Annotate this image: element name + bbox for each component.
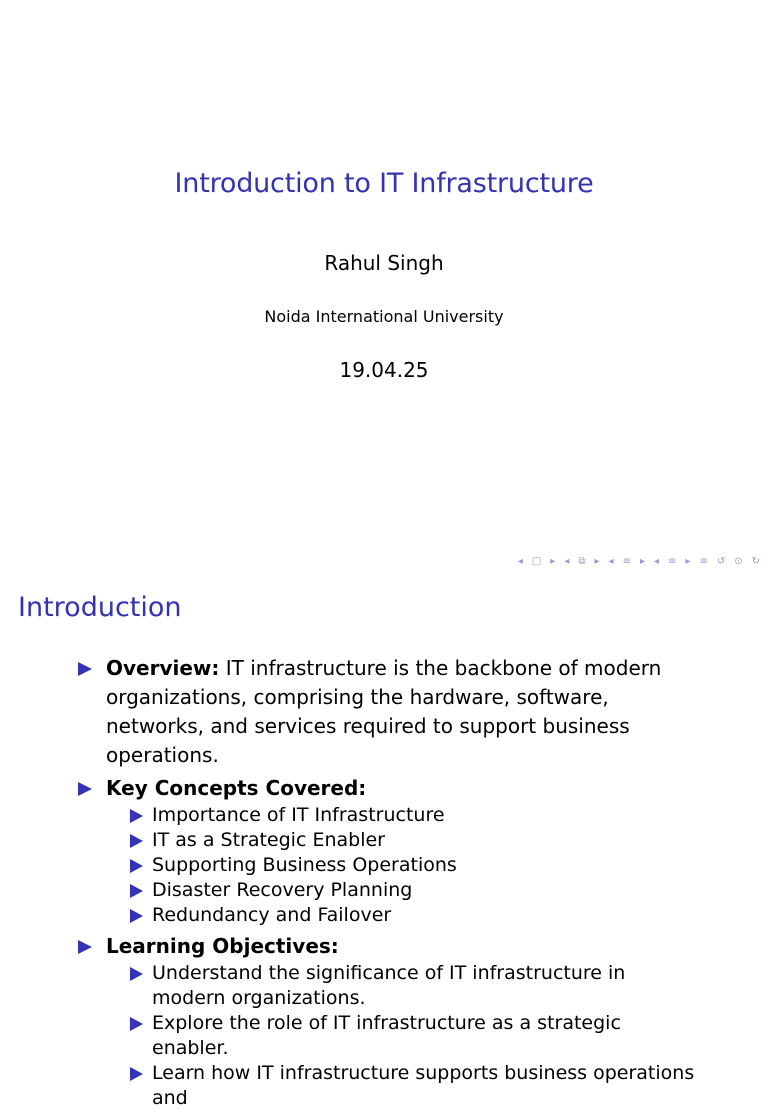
nav-frame-icon[interactable]: ⧉ [578,556,586,567]
introduction-slide [0,576,768,1109]
main-bullet-list [78,654,698,1115]
key-concepts-list [106,803,698,928]
list-item-text: Supporting Business Operations [152,854,457,876]
list-item-text: Disaster Recovery Planning [152,879,413,901]
list-item-overview [78,654,698,770]
nav-subsection-icon[interactable]: ≡ [622,556,631,567]
triangle-bullet-icon [130,967,143,981]
overview-label: Overview: [106,656,220,680]
triangle-bullet-icon [130,1017,143,1031]
presentation-date: 19.04.25 [339,358,429,382]
author-name: Rahul Singh [324,251,444,275]
nav-next-slide-icon[interactable]: ▸ [550,556,556,567]
triangle-bullet-icon [130,909,143,923]
nav-next-subsection-icon[interactable]: ▸ [639,556,645,567]
list-item [106,878,698,903]
nav-prev-frame-icon[interactable]: ◂ [564,556,570,567]
triangle-bullet-icon [130,884,143,898]
nav-forward-icon[interactable]: ↻ [751,556,760,567]
list-item-text: Explore the role of IT infrastructure as a strategic enabler. [152,1012,621,1059]
nav-prev-section-icon[interactable]: ◂ [653,556,660,567]
list-item-text: Redundancy and Failover [152,904,392,926]
list-item [106,961,698,1011]
list-item-text: Importance of IT Infrastructure [152,804,445,826]
frame-title: Introduction [18,592,182,623]
triangle-bullet-icon [78,662,92,676]
nav-next-section-icon[interactable]: ▸ [685,556,691,567]
nav-next-frame-icon[interactable]: ▸ [594,556,600,567]
nav-slide-icon[interactable]: □ [531,556,542,567]
nav-prev-subsection-icon[interactable]: ◂ [608,556,614,567]
list-item [106,903,698,928]
list-item-text: Learn how IT infrastructure supports business operations and [152,1062,695,1109]
list-item [106,1061,698,1111]
institute-name: Noida International University [264,307,504,326]
overview-text: IT infrastructure is the backbone of modern organizations, comprising the hardware, software, networks, and services required to support business operations. [106,656,662,767]
beamer-navigation-bar [518,556,760,567]
nav-back-icon[interactable]: ↺ [716,556,726,567]
objectives-label: Learning Objectives: [106,934,339,958]
list-item [106,828,698,853]
presentation-title: Introduction to IT Infrastructure [174,168,594,199]
list-item-learning-objectives [78,932,698,1111]
key-concepts-label: Key Concepts Covered: [106,776,367,800]
list-item [106,853,698,878]
nav-document-icon[interactable]: ≡ [699,556,708,567]
triangle-bullet-icon [130,859,143,873]
triangle-bullet-icon [130,809,143,823]
list-item [106,1011,698,1061]
list-item-text: Understand the significance of IT infrastructure in modern organizations. [152,962,626,1009]
list-item [106,803,698,828]
list-item-text: IT as a Strategic Enabler [152,829,385,851]
triangle-bullet-icon [130,1067,143,1081]
triangle-bullet-icon [78,940,92,954]
nav-search-icon[interactable]: ⊙ [734,556,743,567]
objectives-list [106,961,698,1111]
nav-section-icon[interactable]: ≡ [668,556,677,567]
triangle-bullet-icon [130,834,143,848]
triangle-bullet-icon [78,782,92,796]
list-item-key-concepts [78,774,698,928]
nav-prev-slide-icon[interactable]: ◂ [517,556,523,567]
